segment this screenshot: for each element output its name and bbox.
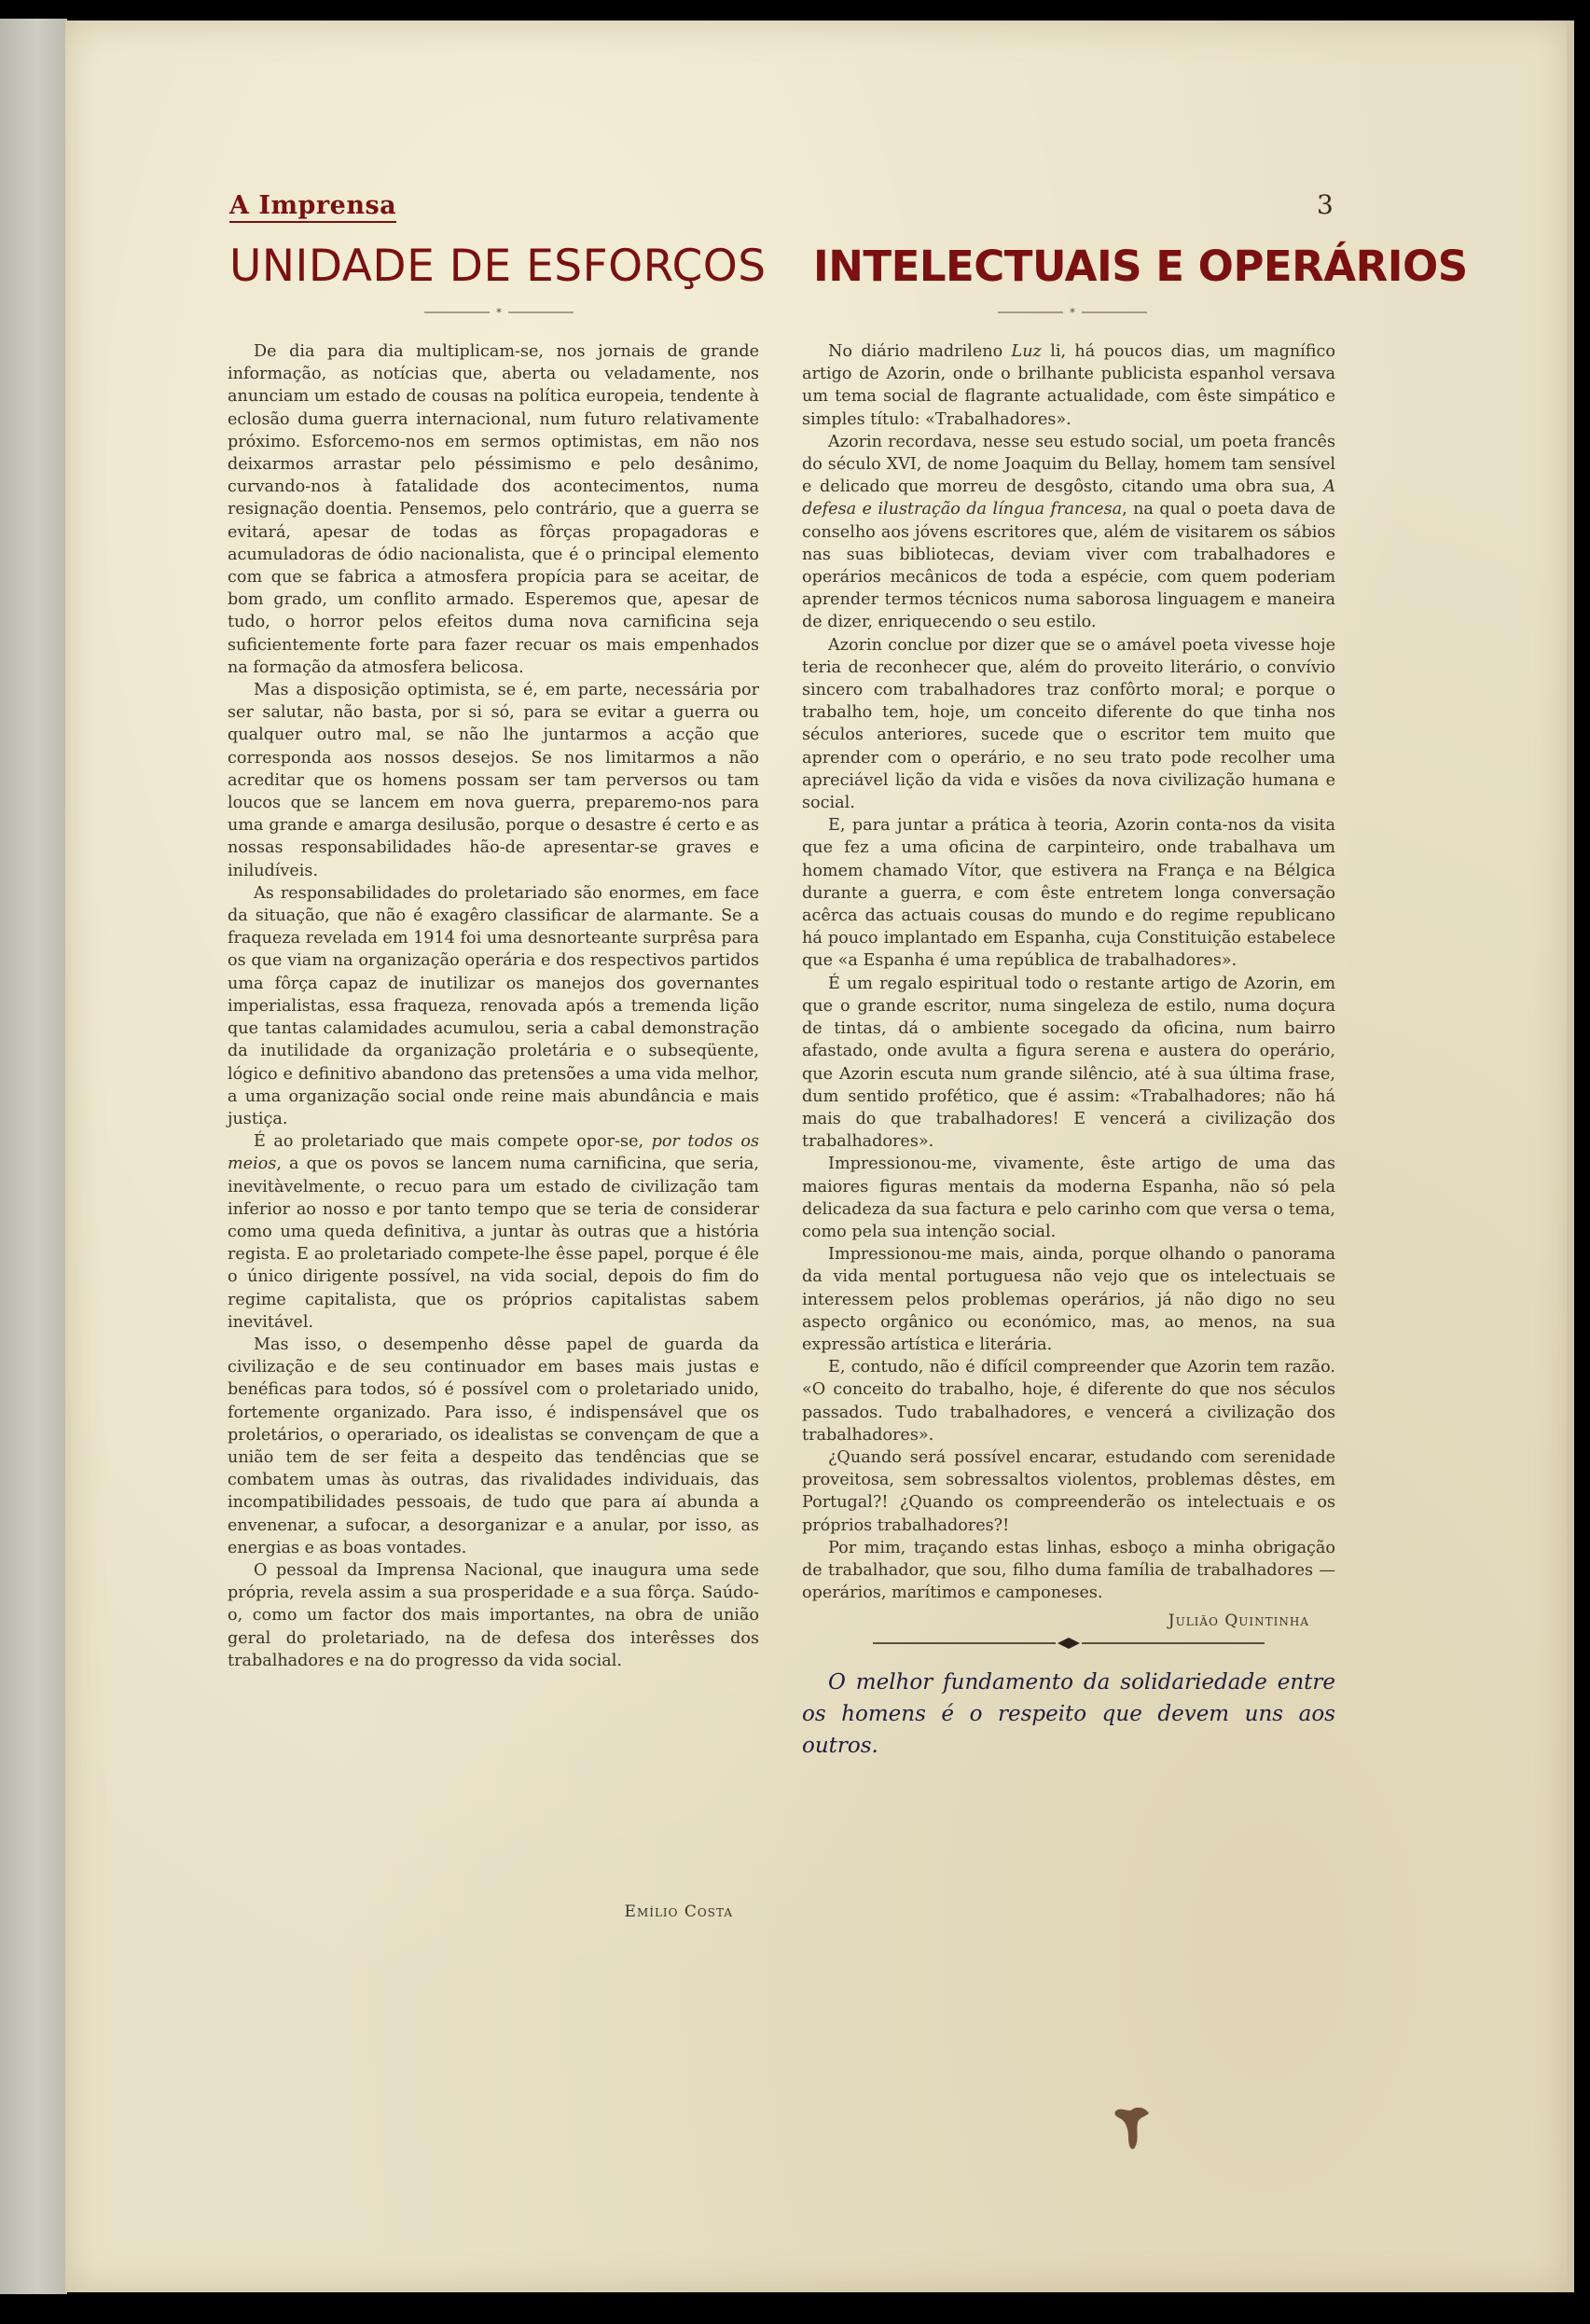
article-paragraph xyxy=(802,431,1335,634)
article-paragraph: E, contudo, não é difícil compreender que Azorin tem razão. «O conceito do trabalho, hoje, é diferente do que nos séculos passados. Tudo trabalhadores, e vencerá a civilização dos trabalhadores». xyxy=(802,1358,1335,1445)
text-run: É ao proletariado que mais compete opor-se, xyxy=(254,1132,652,1152)
article-paragraph: De dia para dia multiplicam-se, nos jornais de grande informação, as notícias que, aberta ou veladamente, nos anunciam um estado de cousas na política europeia, tendente à eclosão duma guerra internacional, num futuro relativamente próximo. Esforcemo-nos em sermos optimistas, em não nos deixarmos arrastar pelo péssimismo e pelo desânimo, curvando-nos à fatalidade dos acontecimentos, numa resignação doentia. Pensemos, pelo contrário, que a guerra se evitará, apesar de todas as fôrças propagadoras e acumuladoras de ódio nacionalista, que é o principal elemento com que se fabrica a atmosfera propícia para se aceitar, de bom grado, um conflito armado. Esperemos que, apesar de tudo, o horror pelos efeitos duma nova carnificina seja suficientemente forte para fazer recuar os mais empenhados na formação da atmosfera belicosa. xyxy=(228,342,759,677)
diamond-rule-icon xyxy=(873,1637,1265,1650)
publication-name: A Imprensa xyxy=(229,191,396,223)
right-page-edge xyxy=(1567,21,1574,2292)
article-paragraph xyxy=(228,1130,759,1334)
italic-text: A defesa e ilustração da língua francesa xyxy=(802,477,1335,519)
article-right-column xyxy=(802,340,1335,1762)
article-paragraph: Por mim, traçando estas linhas, esboço a minha obrigação de trabalhador, que sou, filho duma família de trabalhadores — operários, marítimos e camponeses. xyxy=(802,1538,1335,1603)
text-run: , a que os povos se lancem numa carnificina, que seria, inevitàvelmente, o recuo para um estado de civilização tam inferior ao nosso e por tanto tempo que se teria de considerar como uma queda definitiva, a juntar às outras que a história regista. E ao proletariado compete-lhe êsse papel, porque é êle o único dirigente possível, na vida social, depois do fim do regime capitalista, que os próprios capitalistas sabem inevitável. xyxy=(228,1155,759,1332)
text-run: li, há poucos dias, um magnífico artigo de Azorin, onde o brilhante publicista espanhol versava um tema social de flagrante actualidade, com êste simpático e simples título: «Trabalhadores». xyxy=(802,342,1335,429)
article-paragraph: As responsabilidades do proletariado são enormes, em face da situação, que não é exagêro classificar de alarmante. Se a fraqueza revelada em 1914 foi uma desnorteante surprêsa para os que viam na organização operária e dos respectivos partidos uma fôrça capaz de inutilizar os manejos dos governantes imperialistas, essa fraqueza, renovada após a tremenda lição que tantas calamidades acumulou, seria a cabal demonstração da inutilidade da organização proletária e o subseqüente, lógico e definitivo abandono das pretensões a uma vida melhor, a uma organização social onde reine mais abundância e mais justiça. xyxy=(228,883,759,1128)
article-paragraph: Impressionou-me, vivamente, êste artigo de uma das maiores figuras mentais da moderna Espanha, não só pela delicadeza da sua factura e pelo carinho com que versa o tema, como pela sua intenção social. xyxy=(802,1155,1335,1241)
article-paragraph: E, para juntar a prática à teoria, Azorin conta-nos da visita que fez a uma oficina de carpinteiro, onde trabalhava um homem chamado Vítor, que estivera na França e na Bélgica durante a guerra, e com êste entretem longa conversação acêrca das actuais cousas do mundo e do regime republicano há pouco implantado em Espanha, cuja Constituição estabelece que «a Espanha é uma república de trabalhadores». xyxy=(802,816,1335,971)
svg-text:*: * xyxy=(496,306,502,319)
text-run: Azorin recordava, nesse seu estudo social, um poeta francês do século XVI, de nome Joaquim du Bellay, homem tam sensível e delicado que morreu de desgôsto, citando uma obra sua, xyxy=(802,432,1335,497)
headline-left: UNIDADE DE ESFORÇOS xyxy=(229,241,767,292)
article-paragraph: ¿Quando será possível encarar, estudando com serenidade proveitosa, sem sobressaltos violentos, problemas dêstes, em Portugal?! ¿Quando os compreenderão os intelectuais e os próprios trabalhadores?! xyxy=(802,1447,1335,1535)
author-signature: Julião Quintinha xyxy=(1168,1612,1309,1631)
ornament-divider-icon xyxy=(424,306,574,319)
article-paragraph: Azorin conclue por dizer que se o amável poeta vivesse hoje teria de reconhecer que, além do proveito literário, o convívio sincero com trabalhadores traz confôrto moral; e porque o trabalho tem, hoje, um conceito diferente do que tinha nos séculos anteriores, sucede que o escritor tem muito que aprender com o operário, e no seu trato pode recolher uma apreciável lição da vida e visões da nova civilização humana e social. xyxy=(802,635,1335,813)
svg-text:*: * xyxy=(1070,306,1075,319)
article-paragraph: Mas isso, o desempenho dêsse papel de guarda da civilização e de seu continuador em bases mais justas e benéficas para todos, só é possível com o proletariado unido, fortemente organizado. Para isso, é indispensável que os proletários, o operariado, os idealistas se convençam de que a união tem de ser feita a despeito das tendências que se combatem umas às outras, das rivalidades individuais, das incompatibilidades pessoais, de tudo que para aí abunda a envenenar, a sufocar, a desorganizar e a anular, por isso, as energias e as boas vontades. xyxy=(228,1335,759,1557)
ink-blot-icon xyxy=(1112,2104,1153,2152)
article-paragraph xyxy=(802,340,1335,431)
italic-text: por todos os meios xyxy=(228,1132,759,1174)
maxim-quote: O melhor fundamento da solidariedade entre os homens é o respeito que devem uns aos outros. xyxy=(802,1669,1335,1758)
article-paragraph: Mas a disposição optimista, se é, em parte, necessária por ser salutar, não basta, por si só, para se evitar a guerra ou qualquer outro mal, se não lhe juntarmos a acção que corresponda aos nossos desejos. Se nos limitarmos a não acreditar que os homens possam ser tam perversos ou tam loucos que se lancem em nova guerra, preparemo-nos para uma grande e amarga desilusão, porque o desastre é certo e as nossas responsabilidades hão-de apresentar-se graves e iniludíveis. xyxy=(228,681,759,880)
article-paragraph: O pessoal da Imprensa Nacional, que inaugura uma sede própria, revela assim a sua prosperidade e a sua fôrça. Saúdo-o, como um factor dos mais importantes, na obra de união geral do proletariado, na de defesa dos interêsses dos trabalhadores e na do progresso da vida social. xyxy=(228,1560,759,1670)
page-number: 3 xyxy=(1317,189,1334,220)
author-signature: Emílio Costa xyxy=(624,1902,733,1921)
text-run: No diário madrileno xyxy=(828,342,1012,361)
article-left-column xyxy=(228,340,759,1672)
article-paragraph: Impressionou-me mais, ainda, porque olhando o panorama da vida mental portuguesa não vejo que os intelectuais se interessem pelos problemas operários, já não digo no seu aspecto orgânico ou económico, mas, ao menos, na sua expressão artística e literária. xyxy=(802,1245,1335,1354)
article-paragraph: É um regalo espiritual todo o restante artigo de Azorin, em que o grande escritor, numa singeleza de estilo, numa doçura de tintas, dá o ambiente socegado da oficina, num bairro afastado, onde avulta a figura serena e austera do operário, que Azorin escuta num grande silêncio, até à sua última frase, dum sentido profético, que é assim: «Trabalhadores; não há mais do que trabalhadores! E vencerá a civilização dos trabalhadores». xyxy=(802,974,1335,1152)
headline-right: INTELECTUAIS E OPERÁRIOS xyxy=(813,242,1468,291)
left-page-edge xyxy=(0,19,67,2294)
ornament-divider-icon xyxy=(998,306,1147,319)
italic-text: Luz xyxy=(1011,342,1042,361)
text-run: , na qual o poeta dava de conselho aos jóvens escritores que, além de visitarem os sábios nas suas bibliotecas, deviam viver com trabalhadores e operários mecânicos de toda a espécie, com quem poderiam aprender termos técnicos numa saborosa linguagem e maneira de dizer, enriquecendo o seu estilo. xyxy=(802,500,1335,632)
